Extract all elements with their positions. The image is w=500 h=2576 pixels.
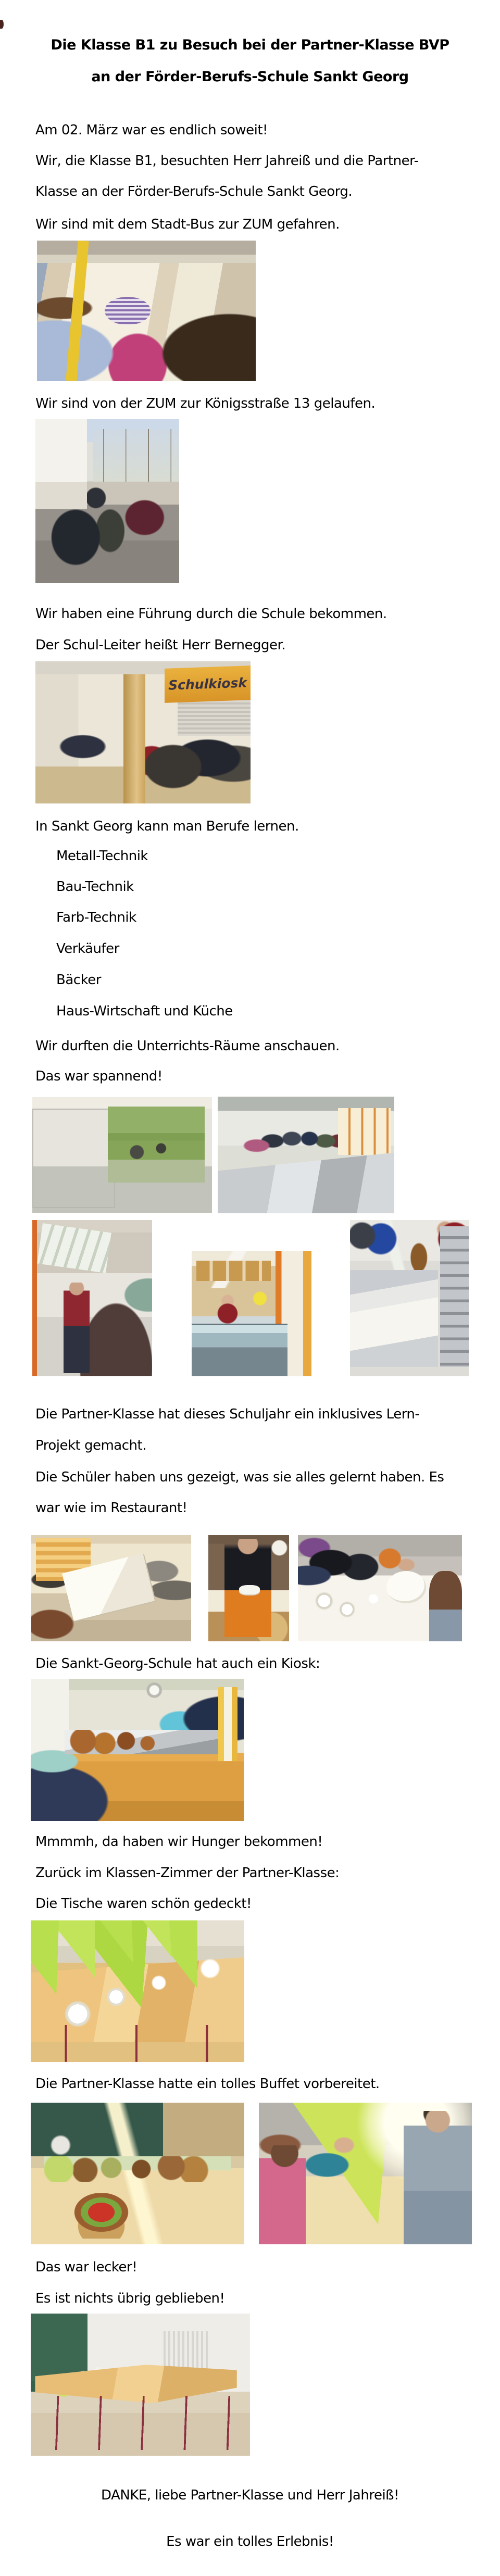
- paragraph-back: Zurück im Klassen-Zimmer der Partner-Klasse:: [35, 1865, 340, 1881]
- paragraph-rooms: Wir durften die Unterrichts-Räume anschauen.: [35, 1038, 340, 1054]
- photo-bakery: [350, 1220, 469, 1376]
- job-item-bau: Bau-Technik: [56, 879, 134, 895]
- paragraph-visit-1: Wir, die Klasse B1, besuchten Herr Jahreiß und die Partner-: [35, 153, 419, 169]
- photo-street-crossing: [35, 419, 179, 583]
- photo-waiter: [208, 1535, 289, 1641]
- photo-empty-tables: [31, 2314, 250, 2456]
- page-title-line1: Die Klasse B1 zu Besuch bei der Partner-Klasse BVP: [51, 37, 449, 53]
- job-item-farb: Farb-Technik: [56, 910, 136, 925]
- paragraph-leader: Der Schul-Leiter heißt Herr Bernegger.: [35, 637, 286, 653]
- paragraph-experience: Es war ein tolles Erlebnis!: [166, 2534, 334, 2549]
- paragraph-buffet: Die Partner-Klasse hatte ein tolles Buffet vorbereitet.: [35, 2076, 380, 2092]
- job-item-baecker: Bäcker: [56, 972, 101, 988]
- photo-bus-interior: [37, 241, 256, 381]
- photo-paint-workshop: [32, 1220, 152, 1376]
- paragraph-jobs-intro: In Sankt Georg kann man Berufe lernen.: [35, 819, 299, 834]
- paragraph-yummy: Das war lecker!: [35, 2259, 138, 2275]
- paragraph-date: Am 02. März war es endlich soweit!: [35, 122, 268, 138]
- photo-sales-room: [192, 1251, 311, 1376]
- paragraph-hungry: Mmmmh, da haben wir Hunger bekommen!: [35, 1834, 323, 1850]
- job-item-metall: Metall-Technik: [56, 848, 148, 864]
- photo-tea-service: [298, 1535, 462, 1641]
- paragraph-tables: Die Tische waren schön gedeckt!: [35, 1896, 252, 1912]
- paragraph-thanks: DANKE, liebe Partner-Klasse und Herr Jahreiß!: [101, 2487, 399, 2503]
- paragraph-walk: Wir sind von der ZUM zur Königsstraße 13 gelaufen.: [35, 396, 376, 411]
- paragraph-leftover: Es ist nichts übrig geblieben!: [35, 2291, 225, 2306]
- photo-table-setup: [31, 1535, 191, 1641]
- edge-artifact: [0, 20, 4, 29]
- job-item-verkaeufer: Verkäufer: [56, 941, 119, 957]
- paragraph-tour: Wir haben eine Führung durch die Schule bekommen.: [35, 606, 387, 622]
- photo-set-tables: [31, 1920, 244, 2062]
- paragraph-shown-1: Die Schüler haben uns gezeigt, was sie alles gelernt haben. Es: [35, 1469, 444, 1485]
- paragraph-shown-2: war wie im Restaurant!: [35, 1500, 188, 1516]
- schulkiosk-sign: Schulkiosk: [165, 665, 251, 702]
- job-item-hauswirtschaft: Haus-Wirtschaft und Küche: [56, 1003, 233, 1019]
- paragraph-project-2: Projekt gemacht.: [35, 1438, 146, 1453]
- paragraph-exciting: Das war spannend!: [35, 1069, 162, 1084]
- paragraph-bus: Wir sind mit dem Stadt-Bus zur ZUM gefahren.: [35, 217, 340, 232]
- paragraph-kiosk: Die Sankt-Georg-Schule hat auch ein Kiosk:: [35, 1656, 320, 1672]
- page-title-line2: an der Förder-Berufs-Schule Sankt Georg: [91, 69, 409, 85]
- photo-metal-workshop: [32, 1097, 212, 1213]
- photo-school-foyer: [35, 661, 251, 803]
- photo-teaching-kitchen: [218, 1097, 394, 1213]
- photo-eating-together: [259, 2103, 472, 2244]
- paragraph-visit-2: Klasse an der Förder-Berufs-Schule Sankt Georg.: [35, 184, 353, 199]
- photo-kiosk-counter: [31, 1679, 244, 1821]
- photo-buffet: [31, 2103, 244, 2244]
- paragraph-project-1: Die Partner-Klasse hat dieses Schuljahr ein inklusives Lern-: [35, 1406, 420, 1422]
